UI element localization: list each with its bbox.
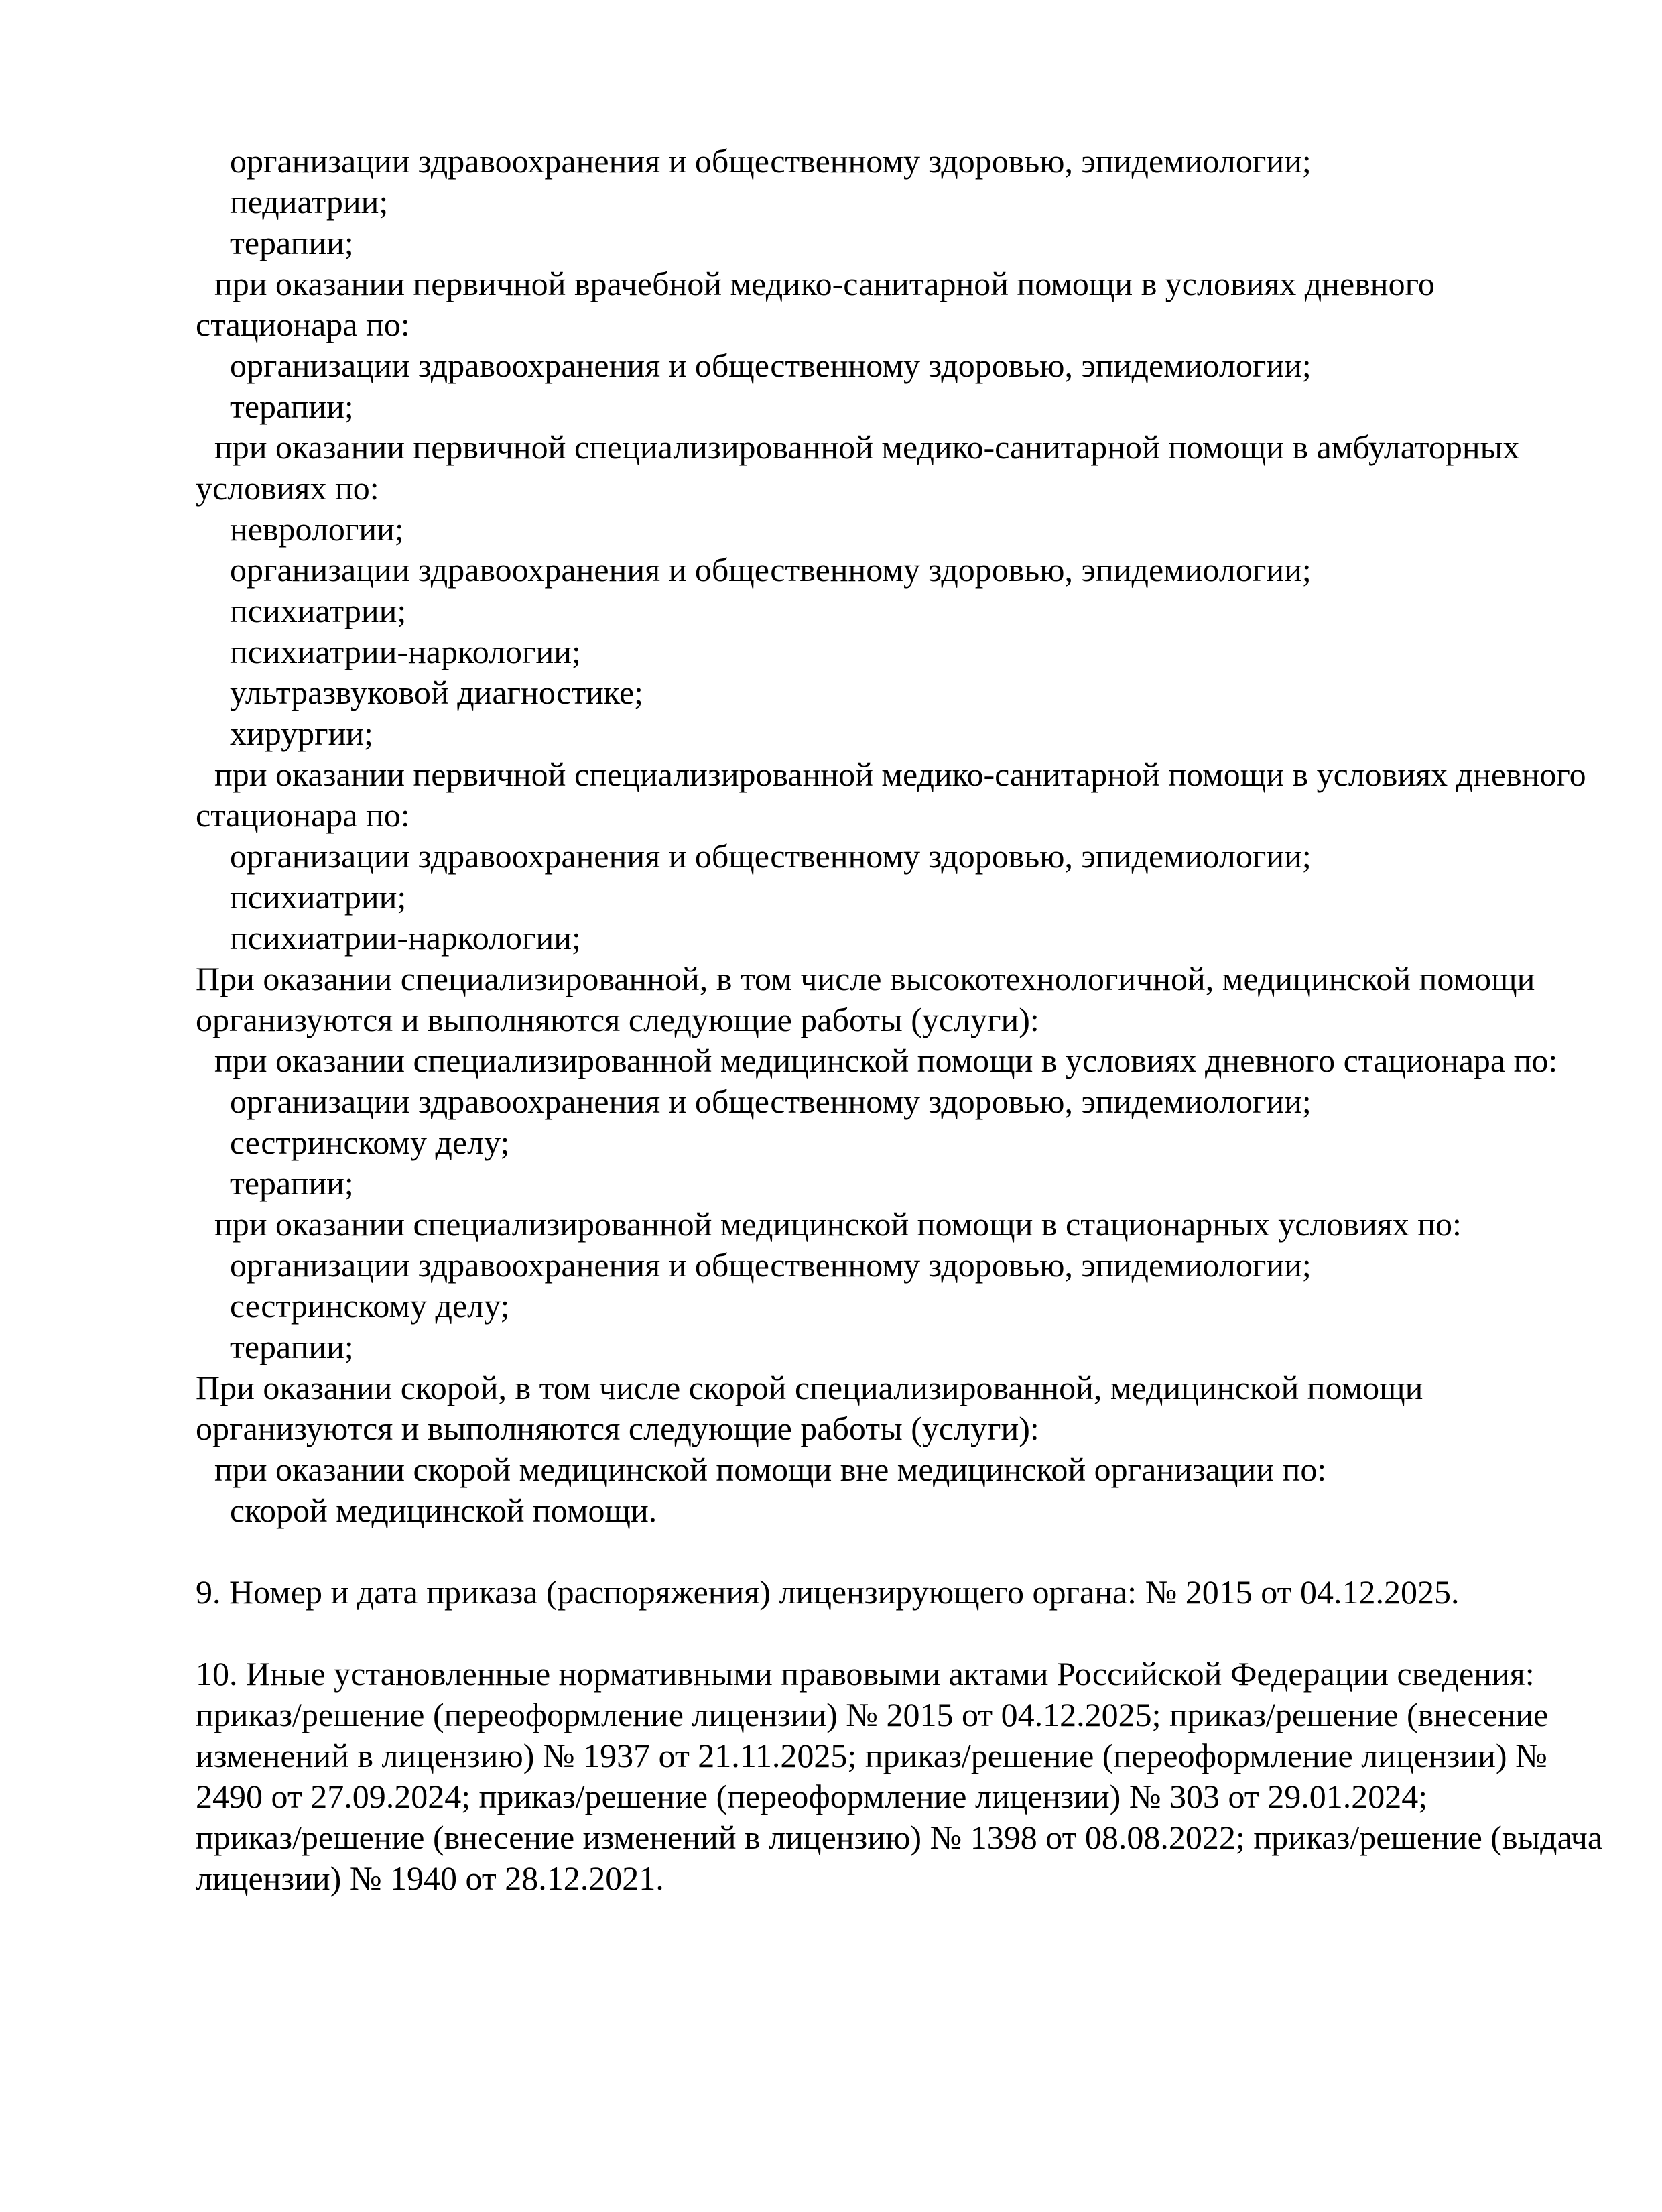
doc-line: психиатрии-наркологии; xyxy=(230,633,581,670)
blank-line xyxy=(196,1613,1588,1654)
doc-line: сестринскому делу; xyxy=(230,1123,510,1161)
doc-line: при оказании скорой медицинской помощи вне медицинской организации по: xyxy=(214,1451,1327,1488)
item-10-line: приказ/решение (внесение изменений в лицензию) № 1398 от 08.08.2022; приказ/решение (выдача xyxy=(196,1819,1603,1856)
doc-line: ультразвуковой диагностике; xyxy=(230,674,644,711)
doc-line: организуются и выполняются следующие работы (услуги): xyxy=(196,1410,1039,1447)
doc-line: при оказании специализированной медицинской помощи в условиях дневного стационара по: xyxy=(214,1042,1558,1079)
doc-line: условиях по: xyxy=(196,469,379,507)
doc-line: При оказании скорой, в том числе скорой специализированной, медицинской помощи xyxy=(196,1369,1423,1406)
doc-line: организации здравоохранения и общественному здоровью, эпидемиологии; xyxy=(230,347,1312,384)
doc-line: при оказании первичной врачебной медико-санитарной помощи в условиях дневного xyxy=(214,265,1435,302)
doc-line: организации здравоохранения и общественному здоровью, эпидемиологии; xyxy=(230,142,1312,180)
doc-line: при оказании первичной специализированной медико-санитарной помощи в условиях дневного xyxy=(214,755,1586,793)
doc-line: стационара по: xyxy=(196,796,410,834)
doc-line: организации здравоохранения и общественному здоровью, эпидемиологии; xyxy=(230,837,1312,875)
doc-line: терапии; xyxy=(230,1328,354,1365)
doc-line: при оказании специализированной медицинской помощи в стационарных условиях по: xyxy=(214,1205,1462,1243)
doc-line: организации здравоохранения и общественному здоровью, эпидемиологии; xyxy=(230,1246,1312,1284)
doc-line: психиатрии; xyxy=(230,878,407,916)
item-10-line: 2490 от 27.09.2024; приказ/решение (переоформление лицензии) № 303 от 29.01.2024; xyxy=(196,1778,1428,1815)
doc-line: психиатрии-наркологии; xyxy=(230,919,581,957)
item-10-line: лицензии) № 1940 от 28.12.2021. xyxy=(196,1859,664,1897)
doc-line: скорой медицинской помощи. xyxy=(230,1491,657,1529)
doc-line: стационара по: xyxy=(196,306,410,343)
doc-line: При оказании специализированной, в том числе высокотехнологичной, медицинской помощи xyxy=(196,960,1535,997)
doc-line: терапии; xyxy=(230,224,354,261)
blank-line xyxy=(196,1531,1588,1572)
doc-line: хирургии; xyxy=(230,715,374,752)
item-9-line: 9. Номер и дата приказа (распоряжения) лицензирующего органа: № 2015 от 04.12.2025. xyxy=(196,1573,1460,1611)
doc-line: психиатрии; xyxy=(230,592,407,629)
doc-line: неврологии; xyxy=(230,510,404,548)
doc-line: педиатрии; xyxy=(230,183,389,221)
doc-line: при оказании первичной специализированной медико-санитарной помощи в амбулаторных xyxy=(214,428,1520,466)
item-10-line: приказ/решение (переоформление лицензии) № 2015 от 04.12.2025; приказ/решение (внесение xyxy=(196,1696,1549,1733)
item-10-line: изменений в лицензию) № 1937 от 21.11.2025; приказ/решение (переоформление лицензии) № xyxy=(196,1737,1547,1774)
doc-line: сестринскому делу; xyxy=(230,1287,510,1325)
item-10-line: 10. Иные установленные нормативными правовыми актами Российской Федерации сведения: xyxy=(196,1655,1535,1693)
license-text-block xyxy=(196,141,1603,1899)
doc-line: терапии; xyxy=(230,387,354,425)
doc-line: организуются и выполняются следующие работы (услуги): xyxy=(196,1001,1039,1038)
doc-line: организации здравоохранения и общественному здоровью, эпидемиологии; xyxy=(230,551,1312,589)
doc-line: терапии; xyxy=(230,1164,354,1202)
doc-line: организации здравоохранения и общественному здоровью, эпидемиологии; xyxy=(230,1083,1312,1120)
